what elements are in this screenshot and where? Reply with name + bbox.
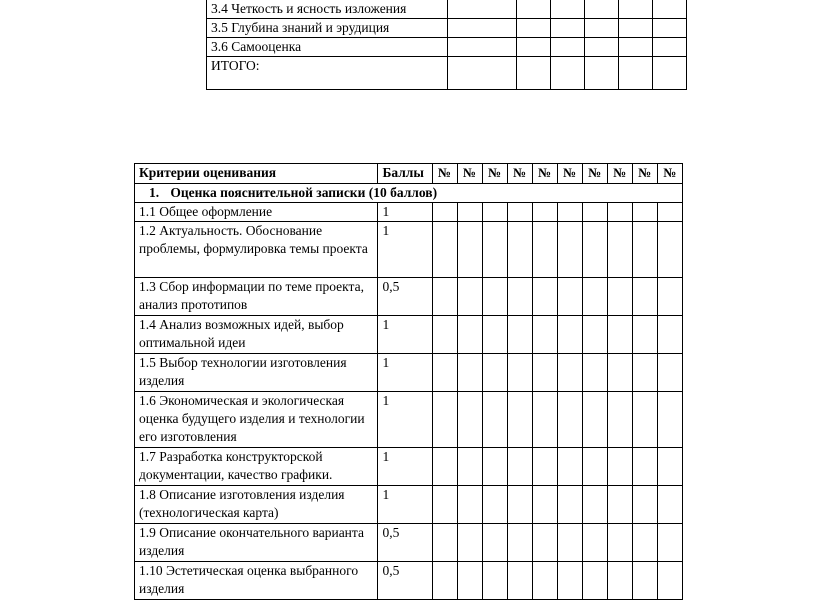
criterion-cell: 1.3 Сбор информации по теме проекта, анализ прототипов <box>135 278 378 316</box>
grade-cell <box>432 448 457 486</box>
empty-cell <box>517 38 551 57</box>
grade-cell <box>607 486 632 524</box>
grade-cell <box>507 448 532 486</box>
score-cell: 0,5 <box>378 278 432 316</box>
table-row <box>135 486 683 524</box>
grade-cell <box>582 524 607 562</box>
number-header: № <box>507 164 532 184</box>
grade-cell <box>457 203 482 222</box>
grade-cell <box>482 203 507 222</box>
grade-cell <box>532 354 557 392</box>
grade-cell <box>657 278 682 316</box>
criterion-label: 3.4 Четкость и ясность изложения <box>207 0 448 19</box>
number-header: № <box>457 164 482 184</box>
grade-cell <box>607 203 632 222</box>
grade-cell <box>657 562 682 600</box>
number-header: № <box>632 164 657 184</box>
grade-cell <box>432 203 457 222</box>
grade-cell <box>607 392 632 448</box>
grade-cell <box>482 222 507 278</box>
criteria-header: Критерии оценивания <box>135 164 378 184</box>
grade-cell <box>457 222 482 278</box>
score-cell: 0,5 <box>378 524 432 562</box>
grade-cell <box>457 354 482 392</box>
grade-cell <box>507 562 532 600</box>
grade-cell <box>507 354 532 392</box>
grade-cell <box>607 354 632 392</box>
grade-cell <box>457 524 482 562</box>
score-header: Баллы <box>378 164 432 184</box>
empty-cell <box>653 19 687 38</box>
grade-cell <box>632 278 657 316</box>
grade-cell <box>532 562 557 600</box>
grade-cell <box>532 222 557 278</box>
grade-cell <box>432 562 457 600</box>
grade-cell <box>507 278 532 316</box>
grade-cell <box>507 316 532 354</box>
table-row <box>207 38 687 57</box>
grade-cell <box>557 278 582 316</box>
grade-cell <box>607 524 632 562</box>
grade-cell <box>582 222 607 278</box>
header-row <box>135 164 683 184</box>
grade-cell <box>657 222 682 278</box>
section-row <box>135 184 683 203</box>
empty-cell <box>551 0 585 19</box>
number-header: № <box>582 164 607 184</box>
empty-cell <box>585 38 619 57</box>
grade-cell <box>582 203 607 222</box>
grade-cell <box>582 486 607 524</box>
grade-cell <box>632 222 657 278</box>
total-row <box>207 57 687 90</box>
grade-cell <box>457 486 482 524</box>
grade-cell <box>557 486 582 524</box>
grade-cell <box>482 524 507 562</box>
grade-cell <box>482 486 507 524</box>
grade-cell <box>457 562 482 600</box>
grade-cell <box>582 316 607 354</box>
score-cell: 0,5 <box>378 562 432 600</box>
empty-cell <box>448 19 517 38</box>
grade-cell <box>582 392 607 448</box>
grade-cell <box>582 278 607 316</box>
grade-cell <box>457 316 482 354</box>
number-header: № <box>607 164 632 184</box>
top-score-table <box>206 0 687 90</box>
grade-cell <box>557 392 582 448</box>
criterion-cell: 1.10 Эстетическая оценка выбранного изделия <box>135 562 378 600</box>
criterion-cell: 1.8 Описание изготовления изделия (технологическая карта) <box>135 486 378 524</box>
criterion-cell: 1.7 Разработка конструкторской документации, качество графики. <box>135 448 378 486</box>
criterion-cell: 1.5 Выбор технологии изготовления изделия <box>135 354 378 392</box>
empty-cell <box>517 57 551 90</box>
grade-cell <box>507 222 532 278</box>
grade-cell <box>482 392 507 448</box>
grade-cell <box>432 524 457 562</box>
number-header: № <box>482 164 507 184</box>
table-row <box>135 562 683 600</box>
empty-cell <box>551 19 585 38</box>
grade-cell <box>557 354 582 392</box>
table-row <box>135 524 683 562</box>
grade-cell <box>607 278 632 316</box>
grade-cell <box>532 524 557 562</box>
grade-cell <box>532 448 557 486</box>
empty-cell <box>551 38 585 57</box>
number-header: № <box>657 164 682 184</box>
grade-cell <box>557 203 582 222</box>
table-row <box>207 19 687 38</box>
empty-cell <box>448 57 517 90</box>
criterion-label: 3.6 Самооценка <box>207 38 448 57</box>
grade-cell <box>507 486 532 524</box>
grade-cell <box>632 392 657 448</box>
grade-cell <box>607 222 632 278</box>
grade-cell <box>632 316 657 354</box>
grade-cell <box>457 392 482 448</box>
grade-cell <box>432 222 457 278</box>
grade-cell <box>532 203 557 222</box>
score-cell: 1 <box>378 392 432 448</box>
grade-cell <box>532 392 557 448</box>
criteria-rows <box>135 203 683 600</box>
table-row <box>207 0 687 19</box>
grade-cell <box>557 316 582 354</box>
grade-cell <box>657 486 682 524</box>
score-cell: 1 <box>378 354 432 392</box>
score-cell: 1 <box>378 316 432 354</box>
grade-cell <box>432 316 457 354</box>
score-cell: 1 <box>378 486 432 524</box>
grade-cell <box>507 203 532 222</box>
section-title-cell <box>135 184 683 203</box>
evaluation-criteria-table <box>134 163 683 600</box>
empty-cell <box>619 19 653 38</box>
grade-cell <box>482 278 507 316</box>
table-row <box>135 392 683 448</box>
grade-cell <box>632 448 657 486</box>
grade-cell <box>582 354 607 392</box>
number-header: № <box>557 164 582 184</box>
grade-cell <box>457 278 482 316</box>
grade-cell <box>482 316 507 354</box>
grade-cell <box>432 486 457 524</box>
section-title: Оценка пояснительной записки (10 баллов) <box>170 185 438 200</box>
table-row <box>135 316 683 354</box>
table-row <box>135 203 683 222</box>
grade-cell <box>557 562 582 600</box>
criterion-cell: 1.9 Описание окончательного варианта изделия <box>135 524 378 562</box>
grade-cell <box>632 562 657 600</box>
empty-cell <box>551 57 585 90</box>
grade-cell <box>457 448 482 486</box>
table-row <box>135 354 683 392</box>
grade-cell <box>632 203 657 222</box>
criterion-cell: 1.2 Актуальность. Обоснование проблемы, формулировка темы проекта <box>135 222 378 278</box>
empty-cell <box>653 38 687 57</box>
empty-cell <box>517 0 551 19</box>
grade-cell <box>482 448 507 486</box>
grade-cell <box>657 524 682 562</box>
table-row <box>135 278 683 316</box>
total-label: ИТОГО: <box>207 57 448 90</box>
criterion-label: 3.5 Глубина знаний и эрудиция <box>207 19 448 38</box>
grade-cell <box>632 524 657 562</box>
grade-cell <box>657 203 682 222</box>
grade-cell <box>657 448 682 486</box>
grade-cell <box>657 392 682 448</box>
score-cell: 1 <box>378 203 432 222</box>
empty-cell <box>653 0 687 19</box>
empty-cell <box>585 19 619 38</box>
empty-cell <box>585 0 619 19</box>
grade-cell <box>532 486 557 524</box>
grade-cell <box>532 278 557 316</box>
grade-cell <box>632 354 657 392</box>
grade-cell <box>432 354 457 392</box>
empty-cell <box>448 0 517 19</box>
empty-cell <box>619 0 653 19</box>
grade-cell <box>532 316 557 354</box>
grade-cell <box>507 392 532 448</box>
grade-cell <box>432 278 457 316</box>
criterion-cell: 1.6 Экономическая и экологическая оценка будущего изделия и технологии его изготовления <box>135 392 378 448</box>
grade-cell <box>557 222 582 278</box>
section-number: 1. <box>149 185 160 200</box>
grade-cell <box>432 392 457 448</box>
grade-cell <box>657 354 682 392</box>
grade-cell <box>632 486 657 524</box>
empty-cell <box>619 57 653 90</box>
grade-cell <box>607 562 632 600</box>
grade-cell <box>657 316 682 354</box>
empty-cell <box>653 57 687 90</box>
grade-cell <box>507 524 532 562</box>
empty-cell <box>517 19 551 38</box>
empty-cell <box>448 38 517 57</box>
score-cell: 1 <box>378 448 432 486</box>
score-cell: 1 <box>378 222 432 278</box>
grade-cell <box>582 448 607 486</box>
criterion-cell: 1.1 Общее оформление <box>135 203 378 222</box>
table-row <box>135 222 683 278</box>
grade-cell <box>607 448 632 486</box>
empty-cell <box>585 57 619 90</box>
table-row <box>135 448 683 486</box>
grade-cell <box>557 448 582 486</box>
number-header: № <box>432 164 457 184</box>
grade-cell <box>482 354 507 392</box>
grade-cell <box>482 562 507 600</box>
empty-cell <box>619 38 653 57</box>
grade-cell <box>557 524 582 562</box>
grade-cell <box>582 562 607 600</box>
grade-cell <box>607 316 632 354</box>
number-header: № <box>532 164 557 184</box>
criterion-cell: 1.4 Анализ возможных идей, выбор оптимальной идеи <box>135 316 378 354</box>
